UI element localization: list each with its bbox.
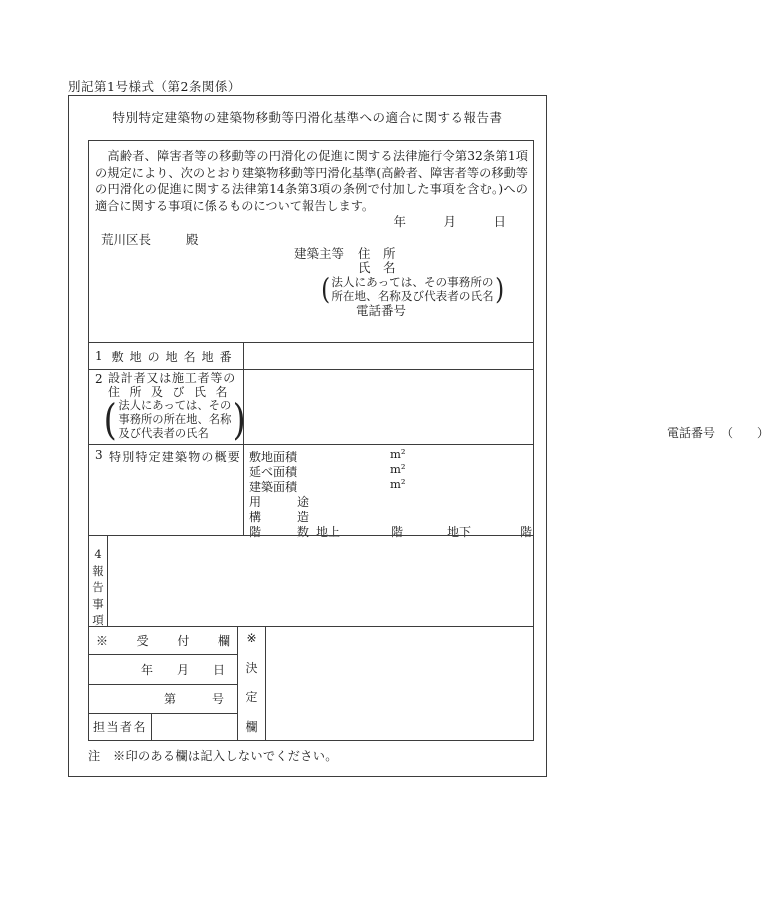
row1-number: 1 xyxy=(95,349,103,363)
office-use-section xyxy=(89,626,533,740)
field-unit: m² xyxy=(390,477,406,491)
addressee-honorific: 殿 xyxy=(186,232,199,247)
row4-char: 告 xyxy=(92,580,104,594)
field-label: 用 途 xyxy=(249,495,310,509)
row4-char: 事 xyxy=(92,596,104,611)
row2-corp-line3: 及び代表者の氏名 xyxy=(118,426,209,440)
reception-staff-row xyxy=(89,714,237,740)
row2-corp-line2: 事務所の所在地、名称 xyxy=(118,412,232,426)
floors-label: 階 数 xyxy=(249,525,310,539)
applicant-name-line xyxy=(358,261,505,275)
form-outer-border xyxy=(68,95,769,777)
phone-label: 電話番号 xyxy=(356,303,407,318)
reception-date-row: 年 月 日 xyxy=(89,655,237,685)
applicant-block xyxy=(294,247,505,318)
field-total-floor-area xyxy=(244,463,533,478)
field-unit: m² xyxy=(390,462,406,476)
row-site-address xyxy=(89,342,533,369)
field-building-area xyxy=(244,478,533,493)
row3-number: 3 xyxy=(95,448,103,462)
field-label: 建築面積 xyxy=(249,480,298,494)
field-unit: m² xyxy=(390,447,406,461)
form-title: 特別特定建築物の建築物移動等円滑化基準への適合に関する報告書 xyxy=(112,110,503,125)
decision-column xyxy=(238,627,266,740)
row3-label: 特別特定建築物の概要 xyxy=(109,450,242,464)
row-building-outline xyxy=(89,444,533,539)
field-site-area xyxy=(244,448,533,463)
floors-below-label: 地下 xyxy=(447,525,472,539)
reception-header: ※ 受 付 欄 xyxy=(89,627,237,655)
row4-char: 報 xyxy=(92,563,104,578)
form-number-label: 別記第1号様式（第2条関係） xyxy=(68,79,241,94)
applicant-address-label: 住 所 xyxy=(358,246,396,261)
staff-name-label: 担当者名 xyxy=(89,714,152,740)
row2-number: 2 xyxy=(95,372,103,386)
field-label: 敷地面積 xyxy=(249,450,298,464)
row-designer-builder xyxy=(89,369,769,444)
addressee: 荒川区長 xyxy=(101,232,152,247)
row2-label-line1: 設計者又は施工者等の xyxy=(108,371,237,385)
form-table xyxy=(88,140,769,741)
field-label: 構 造 xyxy=(249,510,310,524)
designer-phone-label: 電話番号 （ ） xyxy=(667,426,769,440)
row4-char: 4 xyxy=(94,547,102,561)
header-section xyxy=(89,141,533,342)
row2-corporate-note xyxy=(102,394,248,444)
corporate-note-line2: 所在地、名称及び代表者の氏名 xyxy=(331,288,494,303)
row4-vertical-label xyxy=(89,536,108,626)
floors-below-unit: 階 xyxy=(520,525,533,539)
addressee-line xyxy=(101,230,199,248)
floors-above-unit: 階 xyxy=(391,525,404,539)
decision-input-cell xyxy=(266,627,533,740)
row-report-items xyxy=(89,535,533,626)
row2-label-line2: 住所及び氏名 xyxy=(108,385,238,399)
footnote: 注 ※印のある欄は記入しないでください。 xyxy=(88,749,338,763)
row4-char: 項 xyxy=(92,613,104,627)
field-label: 延べ面積 xyxy=(249,465,298,479)
field-use xyxy=(244,493,533,508)
report-statement: 高齢者、障害者等の移動等の円滑化の促進に関する法律施行令第32条第1項の規定により、次のとおり建築物移動等円滑化基準(高齢者、障害者等の移動等の円滑化の促進に関する法律第14条第3項の条例で付加した事項を含む。)への適合に関する事項に係るものについて報告します。 xyxy=(95,149,528,213)
corporate-note xyxy=(320,272,505,306)
close-paren-glyph: ) xyxy=(494,272,504,306)
row1-label: 敷地の地名地番 xyxy=(111,349,238,364)
corporate-note-line1: 法人にあっては、その事務所の xyxy=(331,275,494,289)
applicant-role-line xyxy=(294,247,505,261)
decision-char: 決 xyxy=(245,660,258,675)
floors-above-label: 地上 xyxy=(316,525,341,539)
reception-block xyxy=(89,627,238,740)
applicant-name-label: 氏 名 xyxy=(358,260,396,275)
row2-label-cell xyxy=(89,370,247,444)
close-paren-glyph: ) xyxy=(233,394,247,444)
open-paren-glyph: ( xyxy=(321,272,331,306)
applicant-role-label: 建築主等 xyxy=(294,246,345,261)
row2-label-block xyxy=(103,371,248,444)
row2-corporate-note-text xyxy=(118,399,231,440)
building-outline-fields xyxy=(244,448,533,538)
row1-label-cell xyxy=(89,343,244,369)
row2-corp-line1: 法人にあっては、その xyxy=(118,399,232,412)
decision-char: 定 xyxy=(245,690,258,705)
reception-number-row: 第 号 xyxy=(89,685,237,714)
field-structure xyxy=(244,508,533,523)
row3-label-cell xyxy=(89,445,244,535)
decision-char: 欄 xyxy=(245,719,258,734)
open-paren-glyph: ( xyxy=(103,394,117,444)
corporate-note-text xyxy=(331,276,493,303)
date-line: 年 月 日 xyxy=(393,214,506,229)
decision-char: ※ xyxy=(246,631,257,645)
